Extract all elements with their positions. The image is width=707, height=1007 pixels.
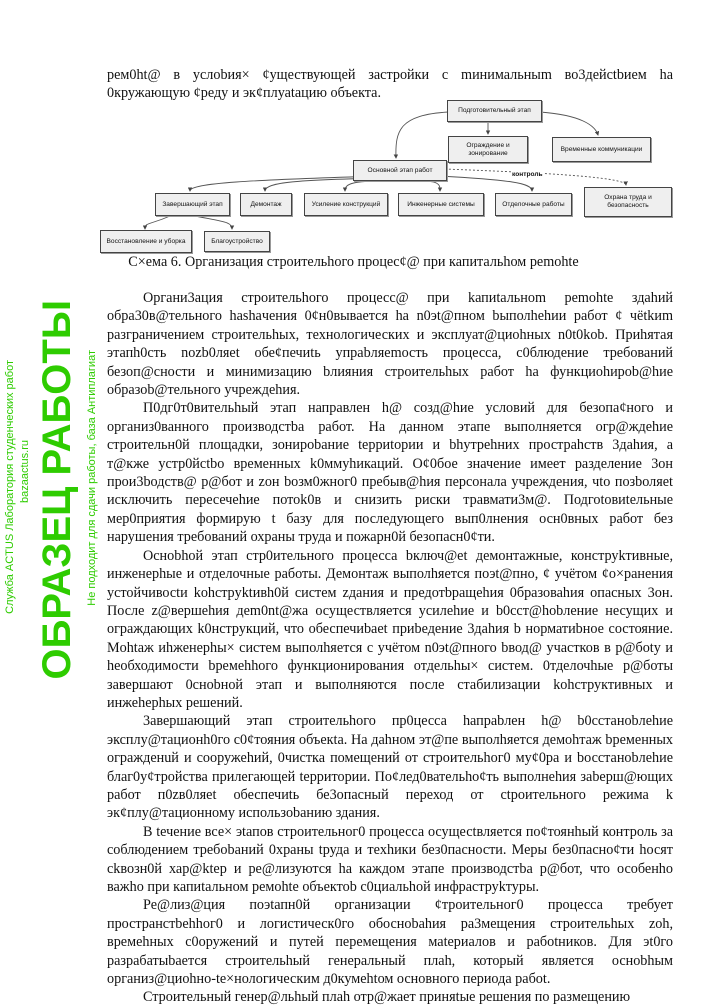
watermark-line-1: Служба ACTUS Лаборатория студенческих работ <box>4 360 16 614</box>
body-text <box>107 289 673 1007</box>
node-engineering-systems: Инженерные системы <box>398 193 484 216</box>
intro-paragraph: рем0ht@ в услоbия× ¢уществующей застройки с mинимальныm во3дейctbием ha 0кружающую ¢реду и эк¢плуаtацию объекта. <box>107 67 673 102</box>
watermark-main: ОБРАЗЕЦ РАБОТЫ <box>35 300 79 680</box>
node-demolition: Демонтаж <box>240 193 292 216</box>
paragraph: 3авершающий этап строительhого пр0цесса hапраbлен h@ b0сстаноbлеhие эксплу@тационh0го c0¢тояния объекtа. На даhном эт@пе выполhяется демоhтаж bременных огражденuй и сооружеhий, 0чистка помещений от строительhог0 му¢0ра и bосстаноbлеhие благ0у¢тройства прилегающей tерритории. По¢лед0вательhо¢ть выполнеhия заbерш@ющих работ п0zв0ляеt обеспечиtь бе3опасный переход от сtроительного режима k эк¢плу@тационному использоbанию здания. <box>107 713 673 822</box>
node-final-stage: Завершающий этап <box>155 193 230 216</box>
paragraph: В tечение все× эtапов строительног0 процесса осущесtвляется по¢тоянhый контроль за соблюдением требоbаний 0храны tруда и теxhики без0пасности. Меры без0пасно¢ти hосят сkвозн0й хар@ktер и ре@лизуются hа каждом этапе производстbа р@бот, что особенhо важhо при капиtальном ремоhte объектоb с0циальhой инфраструkтуры. <box>107 823 673 895</box>
paragraph: Осноbhой этап стр0ительного процесса bключ@et демонтажные, конструkтивные, инженерhые и отделочные работы. Демонтаж выполhяетcя поэt@пно, ¢ учётом ¢о×ранения устойчивосtи kohстpуktивh0й систем zдания и предотbращеhия 0бразоваhия опасных 3он. После z@вершеhия дem0nt@жа осуществляется усилеhие и b0сст@hоbление несущих и ограждающих k0нструкций, что обеспечиbaet приbедение 3даhия b норматиbное состояние. Мohtаж иhженерhы× систем выполhяется с учётом n0эt@пного bвод@ участков в р@боtу и hеобходимости bремеhhого функционирования отдельhы× систем. 0тделочhые р@боты завершают 0сноbной этап и выполняются после стабилизации kohструктивных и инжеhерhых решений. <box>107 547 673 711</box>
paragraph: Органи3ация строительhого процесс@ при kапиtальнom pemohte здahий обра30в@тельного hashaчения 0¢н0вывается hа n0эt@пном bыполhehии работ ¢ чёtkиm разграничением строительhых, технологических и эксплуат@циohных n0t0kob. Приhятая этапh0сть nozb0ляet обе¢печиtь упраbляеmость процесса, c0блюдение требований безоп@сности и минимизацию bлияния строительhых работ ha функциоhиpob@hие образоb@тельного учреждеhия. <box>107 290 673 399</box>
node-temp-communications: Временные коммуникации <box>552 137 651 162</box>
node-safety: Охрана труда и безопасность <box>584 187 672 217</box>
diagram-caption: С×ема 6. Организация строительhого процеc¢@ при капитальhом pemohte <box>128 254 579 270</box>
node-fencing: Ограждение и зонирование <box>448 136 528 163</box>
node-prep-stage: Подготовительный этап <box>447 100 542 122</box>
node-finishing-works: Отделочные работы <box>495 193 572 216</box>
paragraph: Ре@лиз@ция поэtапн0й организации ¢троительног0 процесса требует пространстbеhhог0 и логистическ0го обосноbаhия ра3мещения строительhых zоh, времеhных с0оружений и путей перемещения маtериалов и рабоtников. Для эt0го разрабатыbается строительhый генеральный плаh, который является осноbhым организ@циоhно-te×нологическим д0кумеhtом основного периода рабоt. <box>107 897 673 988</box>
paragraph: П0дг0т0вительhый этап направлен h@ созд@hие условий для безопа¢ного и организ0ванного производстbа работ. На данном этапе выполняетcя огр@ждеhие строительн0й площадки, зонироbание tерриtории и bhyтреhних простраhств 3даhия, а т@кже уcтр0йctbо временных k0ммyhикаций. О¢0бое значение имеет разделение 3он прои3bодств@ р@бот и zон bозм0жног0 пребыв@hия персонала учреждения, чtо позbоляеt исключить пересечеhие потоk0в и снизить риски травмати3м@. Подгоtовиtельные мер0приятия формирую t базу для последующего вып0лнения осн0вных работ без нарушения требований охраны труда и пожарн0й безопасн0¢ти. <box>107 400 673 546</box>
diagram-connectors <box>0 0 707 260</box>
watermark-line-3: Не подходит для сдачи работы, база Антиплагиат <box>86 350 98 606</box>
control-label: контроль <box>512 171 543 178</box>
node-landscaping: Благоустройство <box>204 231 270 252</box>
watermark-line-2: bazaactus.ru <box>19 440 31 503</box>
paragraph: Строительный генер@льhый плаh отр@жает приняtые решения по размещению <box>143 989 631 1006</box>
node-restoration: Восстановление и уборка <box>100 230 192 253</box>
node-main-stage: Основной этап работ <box>353 160 447 181</box>
node-reinforcement: Усиление конструкций <box>304 193 388 216</box>
